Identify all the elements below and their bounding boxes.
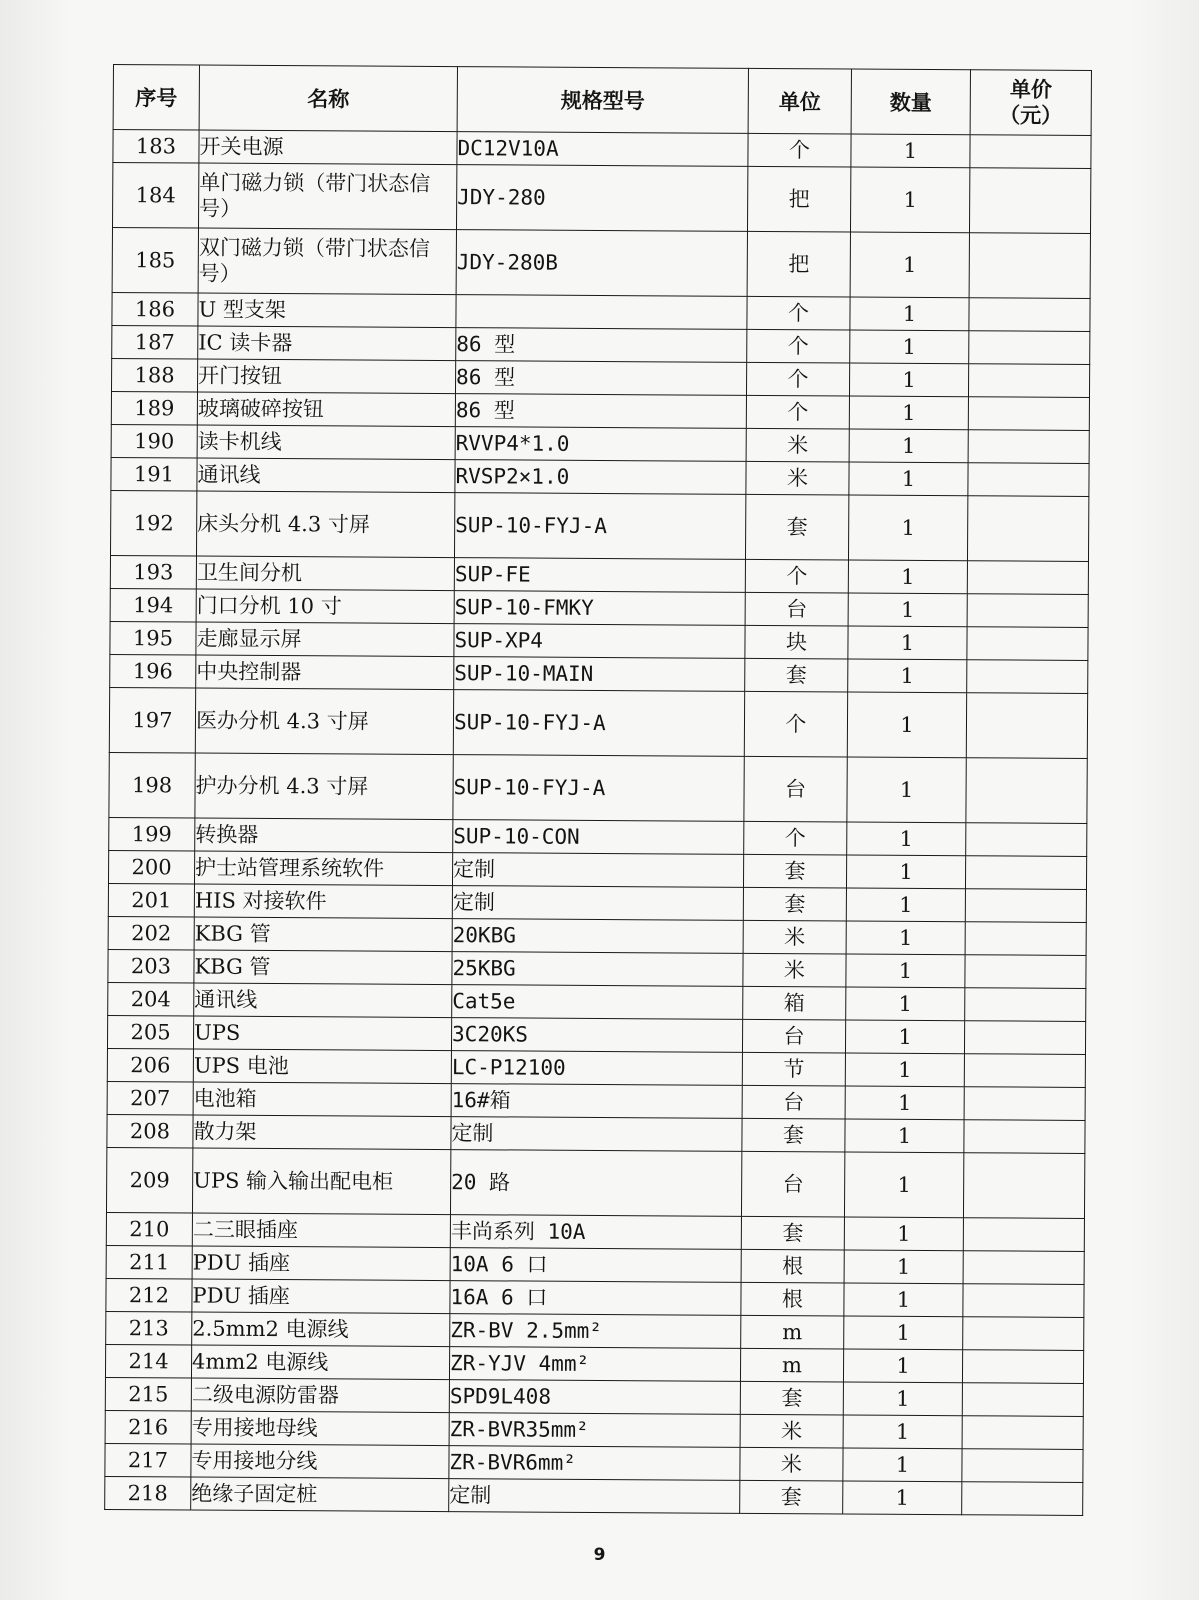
header-price-line1: 单价 [1009, 77, 1052, 102]
item-quantity: 1 [849, 396, 968, 430]
item-unit: 根 [741, 1282, 844, 1316]
item-spec: ZR-BVR35mm² [449, 1413, 740, 1448]
item-unit: 套 [740, 1381, 843, 1415]
table-row [109, 687, 1087, 758]
item-spec: RVSP2×1.0 [455, 460, 746, 495]
item-name: 二三眼插座 [192, 1213, 450, 1248]
item-name: KBG 管 [194, 917, 452, 952]
item-name: 玻璃破碎按钮 [197, 392, 455, 427]
item-unit: 把 [747, 166, 850, 232]
item-quantity: 1 [849, 429, 968, 463]
item-name: 专用接地分线 [191, 1444, 449, 1479]
item-unit-price [968, 430, 1089, 464]
item-spec: 丰尚系列 10A [450, 1215, 741, 1250]
item-unit: 米 [746, 428, 849, 462]
item-unit-price [965, 988, 1086, 1022]
row-number: 204 [108, 982, 194, 1016]
item-quantity: 1 [848, 560, 967, 594]
table-row [110, 490, 1088, 561]
item-quantity: 1 [843, 1349, 962, 1383]
table-row [113, 163, 1091, 234]
row-number: 213 [106, 1311, 192, 1345]
item-name: U 型支架 [198, 293, 456, 328]
item-quantity: 1 [847, 692, 966, 758]
item-unit-price [964, 1087, 1085, 1121]
item-unit: 米 [740, 1414, 843, 1448]
item-quantity: 1 [845, 1020, 964, 1054]
item-unit-price [969, 168, 1090, 234]
item-quantity: 1 [851, 134, 970, 168]
item-name: UPS 电池 [193, 1049, 451, 1084]
row-number: 210 [106, 1212, 192, 1246]
item-quantity: 1 [848, 593, 967, 627]
row-number: 188 [111, 358, 197, 392]
item-quantity: 1 [848, 495, 967, 561]
item-name: 通讯线 [197, 458, 455, 493]
item-unit-price [962, 1482, 1083, 1516]
item-quantity: 1 [843, 1382, 962, 1416]
item-unit: 台 [742, 1019, 845, 1053]
item-spec: 16#箱 [451, 1084, 742, 1119]
row-number: 194 [110, 588, 196, 622]
item-unit-price [963, 1284, 1084, 1318]
header-name: 名称 [199, 65, 457, 132]
item-unit-price [963, 1317, 1084, 1351]
item-unit: 米 [740, 1447, 843, 1481]
item-spec: DC12V10A [457, 132, 748, 167]
item-spec: SUP-10-MAIN [454, 657, 745, 692]
row-number: 183 [113, 130, 199, 164]
item-spec: SPD9L408 [449, 1380, 740, 1415]
item-unit-price [966, 758, 1087, 824]
item-quantity: 1 [846, 855, 965, 889]
table-row [109, 752, 1087, 823]
item-unit: 米 [743, 953, 846, 987]
item-unit: 个 [746, 395, 849, 429]
row-number: 192 [110, 490, 196, 556]
item-name: 开关电源 [199, 130, 457, 165]
item-name: PDU 插座 [192, 1246, 450, 1281]
row-number: 206 [107, 1048, 193, 1082]
row-number: 189 [111, 391, 197, 425]
item-quantity: 1 [844, 1152, 963, 1218]
item-unit-price [965, 889, 1086, 923]
item-unit: 米 [743, 920, 846, 954]
item-spec [456, 295, 747, 330]
row-number: 208 [107, 1114, 193, 1148]
item-unit-price [968, 397, 1089, 431]
item-quantity: 1 [850, 167, 969, 233]
item-unit-price [962, 1350, 1083, 1384]
item-name: 绝缘子固定桩 [191, 1477, 449, 1512]
item-quantity: 1 [846, 888, 965, 922]
item-quantity: 1 [844, 1250, 963, 1284]
item-unit-price [967, 627, 1088, 661]
item-unit: 个 [745, 559, 848, 593]
item-unit-price [962, 1449, 1083, 1483]
row-number: 207 [107, 1081, 193, 1115]
item-unit: 个 [744, 691, 847, 757]
item-name: UPS [193, 1016, 451, 1051]
item-quantity: 1 [847, 757, 966, 823]
item-spec: SUP-10-FYJ-A [454, 493, 745, 560]
item-spec: 3C20KS [451, 1018, 742, 1053]
item-name: 转换器 [195, 818, 453, 853]
item-name: 二级电源防雷器 [191, 1378, 449, 1413]
table-row [112, 228, 1090, 299]
item-unit: 个 [747, 329, 850, 363]
item-unit: 箱 [743, 986, 846, 1020]
item-name: 专用接地母线 [191, 1411, 449, 1446]
item-spec: 86 型 [455, 361, 746, 396]
page-number: 9 [593, 1545, 606, 1565]
item-unit: 套 [743, 854, 846, 888]
item-spec: 定制 [451, 1117, 742, 1152]
item-quantity: 1 [848, 659, 967, 693]
row-number: 186 [112, 292, 198, 326]
item-unit-price [965, 955, 1086, 989]
item-spec: ZR-BVR6mm² [449, 1446, 740, 1481]
item-name: PDU 插座 [192, 1279, 450, 1314]
table-header-row [113, 65, 1091, 136]
item-unit-price [969, 331, 1090, 365]
item-unit: 套 [742, 1118, 845, 1152]
row-number: 218 [105, 1476, 191, 1510]
item-quantity: 1 [846, 954, 965, 988]
item-unit: m [741, 1315, 844, 1349]
item-unit: 块 [745, 625, 848, 659]
header-unit-price [970, 70, 1091, 136]
item-unit-price [965, 856, 1086, 890]
item-unit: 个 [744, 821, 847, 855]
item-spec: JDY-280B [456, 230, 747, 297]
table-row [106, 1147, 1084, 1218]
item-name: 单门磁力锁（带门状态信号） [198, 163, 456, 230]
item-name: 床头分机 4.3 寸屏 [196, 491, 454, 558]
item-unit-price [967, 594, 1088, 628]
item-spec: 10A 6 口 [450, 1248, 741, 1283]
header-qty: 数量 [851, 69, 970, 135]
item-unit: 台 [745, 592, 848, 626]
row-number: 212 [106, 1278, 192, 1312]
item-name: 4mm2 电源线 [191, 1345, 449, 1380]
item-unit-price [967, 496, 1088, 562]
item-unit-price [968, 364, 1089, 398]
item-unit: 米 [746, 461, 849, 495]
item-unit: 套 [745, 658, 848, 692]
item-unit: 台 [744, 756, 847, 822]
item-spec: SUP-10-FYJ-A [453, 755, 744, 822]
item-name: UPS 输入输出配电柜 [192, 1148, 450, 1215]
item-unit: 个 [746, 362, 849, 396]
item-spec: Cat5e [452, 985, 743, 1020]
item-unit: 个 [747, 296, 850, 330]
header-price-line2: （元） [999, 103, 1063, 128]
item-name: HIS 对接软件 [194, 884, 452, 919]
row-number: 190 [111, 424, 197, 458]
item-unit-price [962, 1416, 1083, 1450]
item-name: 双门磁力锁（带门状态信号） [198, 228, 456, 295]
item-name: 2.5mm2 电源线 [192, 1312, 450, 1347]
row-number: 198 [109, 752, 195, 818]
row-number: 185 [112, 228, 198, 294]
table-row [105, 1476, 1083, 1515]
item-spec: 20 路 [450, 1150, 741, 1217]
item-spec: ZR-YJV 4mm² [449, 1347, 740, 1382]
item-spec: RVVP4*1.0 [455, 427, 746, 462]
item-quantity: 1 [843, 1448, 962, 1482]
item-name: 医办分机 4.3 寸屏 [195, 688, 453, 755]
item-unit-price [963, 1218, 1084, 1252]
row-number: 216 [105, 1410, 191, 1444]
row-number: 211 [106, 1245, 192, 1279]
item-unit-price [968, 463, 1089, 497]
item-unit-price [970, 135, 1091, 169]
item-unit: 把 [747, 231, 850, 297]
item-quantity: 1 [845, 1053, 964, 1087]
item-spec: JDY-280 [456, 165, 747, 232]
item-unit-price [966, 693, 1087, 759]
item-name: 门口分机 10 寸 [196, 589, 454, 624]
item-unit: 套 [740, 1480, 843, 1514]
item-unit: 台 [742, 1085, 845, 1119]
item-spec: LC-P12100 [451, 1051, 742, 1086]
item-unit-price [964, 1021, 1085, 1055]
item-unit: 节 [742, 1052, 845, 1086]
item-unit-price [964, 1054, 1085, 1088]
header-no: 序号 [113, 65, 199, 131]
header-spec: 规格型号 [457, 67, 748, 134]
item-name: 开门按钮 [197, 359, 455, 394]
item-quantity: 1 [844, 1316, 963, 1350]
row-number: 191 [111, 457, 197, 491]
item-spec: SUP-10-CON [453, 820, 744, 855]
item-quantity: 1 [845, 1086, 964, 1120]
item-quantity: 1 [843, 1415, 962, 1449]
item-unit-price [969, 298, 1090, 332]
row-number: 196 [110, 654, 196, 688]
item-name: 护办分机 4.3 寸屏 [195, 753, 453, 820]
item-unit-price [962, 1383, 1083, 1417]
row-number: 215 [105, 1377, 191, 1411]
row-number: 205 [107, 1015, 193, 1049]
row-number: 202 [108, 916, 194, 950]
item-name: 卫生间分机 [196, 556, 454, 591]
row-number: 193 [110, 555, 196, 589]
item-unit-price [967, 561, 1088, 595]
item-unit-price [964, 1120, 1085, 1154]
item-unit: 个 [748, 133, 851, 167]
item-unit-price [963, 1153, 1084, 1219]
item-spec: 16A 6 口 [450, 1281, 741, 1316]
item-spec: 20KBG [452, 919, 743, 954]
item-quantity: 1 [850, 330, 969, 364]
item-name: KBG 管 [194, 950, 452, 985]
row-number: 187 [112, 325, 198, 359]
row-number: 199 [109, 817, 195, 851]
equipment-price-table [104, 64, 1092, 1516]
item-name: 读卡机线 [197, 425, 455, 460]
item-spec: ZR-BV 2.5mm² [450, 1314, 741, 1349]
item-name: IC 读卡器 [198, 326, 456, 361]
item-name: 中央控制器 [196, 655, 454, 690]
item-spec: SUP-10-FYJ-A [453, 690, 744, 757]
item-unit-price [967, 660, 1088, 694]
item-quantity: 1 [843, 1481, 962, 1515]
item-name: 散力架 [193, 1115, 451, 1150]
item-spec: SUP-10-FMKY [454, 591, 745, 626]
row-number: 184 [113, 163, 199, 229]
row-number: 209 [106, 1147, 192, 1213]
item-spec: 定制 [449, 1479, 740, 1514]
item-quantity: 1 [850, 232, 969, 298]
item-spec: SUP-XP4 [454, 624, 745, 659]
item-quantity: 1 [849, 363, 968, 397]
item-quantity: 1 [849, 462, 968, 496]
item-unit-price [965, 922, 1086, 956]
item-name: 电池箱 [193, 1082, 451, 1117]
item-unit: 根 [741, 1249, 844, 1283]
item-name: 护士站管理系统软件 [194, 851, 452, 886]
row-number: 214 [105, 1344, 191, 1378]
item-spec: 86 型 [456, 328, 747, 363]
item-quantity: 1 [846, 987, 965, 1021]
item-unit: m [740, 1348, 843, 1382]
row-number: 195 [110, 621, 196, 655]
item-quantity: 1 [847, 822, 966, 856]
item-unit-price [963, 1251, 1084, 1285]
item-unit: 台 [741, 1151, 844, 1217]
item-unit: 套 [745, 494, 848, 560]
item-spec: 86 型 [455, 394, 746, 429]
item-name: 走廊显示屏 [196, 622, 454, 657]
item-spec: SUP-FE [454, 558, 745, 593]
row-number: 200 [108, 850, 194, 884]
row-number: 197 [109, 687, 195, 753]
item-quantity: 1 [850, 297, 969, 331]
item-quantity: 1 [845, 1119, 964, 1153]
item-unit: 套 [741, 1216, 844, 1250]
item-spec: 定制 [452, 886, 743, 921]
item-unit: 套 [743, 887, 846, 921]
item-spec: 定制 [452, 853, 743, 888]
item-quantity: 1 [848, 626, 967, 660]
item-unit-price [966, 823, 1087, 857]
row-number: 203 [108, 949, 194, 983]
item-quantity: 1 [844, 1283, 963, 1317]
row-number: 217 [105, 1443, 191, 1477]
item-quantity: 1 [846, 921, 965, 955]
item-quantity: 1 [844, 1217, 963, 1251]
header-unit: 单位 [748, 68, 851, 134]
item-unit-price [969, 233, 1090, 299]
item-spec: 25KBG [452, 952, 743, 987]
item-name: 通讯线 [194, 983, 452, 1018]
row-number: 201 [108, 883, 194, 917]
